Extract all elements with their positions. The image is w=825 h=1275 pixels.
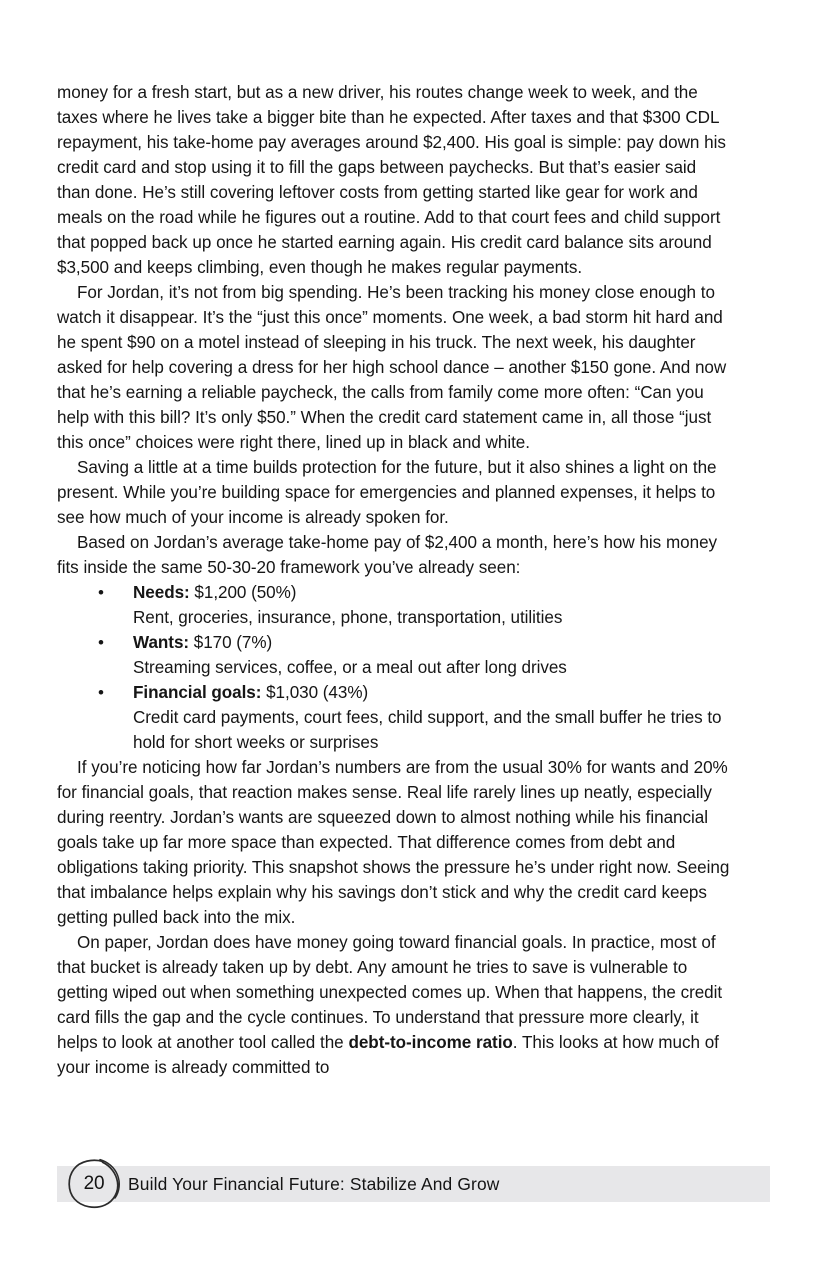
page-content [57,80,733,1080]
bullet-icon: • [98,583,104,602]
paragraph-6 [57,930,733,1080]
bullet-label-wants: Wants: [133,633,190,652]
list-item [57,680,733,755]
bullet-label-needs: Needs: [133,583,190,602]
paragraph-3: Saving a little at a time builds protection for the future, but it also shines a light on the present. While you’re building space for emergencies and planned expenses, it helps to see how much of your income is already spoken for. [57,458,717,527]
page-number-badge [63,1153,125,1215]
bullet-amount-wants: $170 (7%) [193,633,273,652]
budget-breakdown-list [57,580,733,755]
list-item [57,580,733,630]
bullet-icon: • [98,683,104,702]
page-footer [57,1166,770,1202]
bullet-detail-wants: Streaming services, coffee, or a meal out after long drives [133,658,567,677]
bullet-icon: • [98,633,104,652]
term-debt-to-income-ratio: debt-to-income ratio [348,1033,513,1052]
bullet-detail-needs: Rent, groceries, insurance, phone, transportation, utilities [133,608,563,627]
paragraph-5: If you’re noticing how far Jordan’s numbers are from the usual 30% for wants and 20% for financial goals, that reaction makes sense. Real life rarely lines up neatly, especially during reentry. Jordan’s wants are squeezed down to almost nothing while his financial goals take up far more space than expected. That difference comes from debt and obligations taking priority. This snapshot shows the pressure he’s under right now. Seeing that imbalance helps explain why his savings don’t stick and why the credit card keeps getting pulled back into the mix. [57,758,730,927]
paragraph-4: Based on Jordan’s average take-home pay of $2,400 a month, here’s how his money fits inside the same 50-30-20 framework you’ve already seen: [57,533,718,577]
paragraph-6-text-before: On paper, Jordan does have money going toward financial goals. In practice, most of that bucket is already taken up by debt. Any amount he tries to save is vulnerable to getting wiped out when something unexpected comes up. When that happens, the credit card fills the gap and the cycle continues. To understand that pressure more clearly, it helps to look at another tool called the [57,933,723,1052]
bullet-detail-financial-goals: Credit card payments, court fees, child support, and the small buffer he tries to hold for short weeks or surprises [133,708,722,752]
bullet-amount-needs: $1,200 (50%) [194,583,297,602]
page-number: 20 [83,1173,105,1194]
list-item [57,630,733,680]
bullet-amount-financial-goals: $1,030 (43%) [266,683,369,702]
paragraph-1: money for a fresh start, but as a new driver, his routes change week to week, and the taxes where he lives take a bigger bite than he expected. After taxes and that $300 CDL repayment, his take-home pay averages around $2,400. His goal is simple: pay down his credit card and stop using it to fill the gaps between paychecks. But that’s easier said than done. He’s still covering leftover costs from getting started like gear for work and meals on the road while he figures out a routine. Add to that court fees and child support that popped back up once he started earning again. His credit card balance sits around $3,500 and keeps climbing, even though he makes regular payments. [57,83,726,277]
paragraph-6-text-after: . This looks at how much of your income is already committed to [57,1033,719,1077]
footer-title: Build Your Financial Future: Stabilize And Grow [128,1174,500,1194]
bullet-label-financial-goals: Financial goals: [133,683,262,702]
paragraph-2: For Jordan, it’s not from big spending. He’s been tracking his money close enough to watch it disappear. It’s the “just this once” moments. One week, a bad storm hit hard and he spent $90 on a motel instead of sleeping in his truck. The next week, his daughter asked for help covering a dress for her high school dance – another $150 gone. And now that he’s earning a reliable paycheck, the calls from family come more often: “Can you help with this bill? It’s only $50.” When the credit card statement came in, all those “just this once” choices were right there, lined up in black and white. [57,283,727,452]
